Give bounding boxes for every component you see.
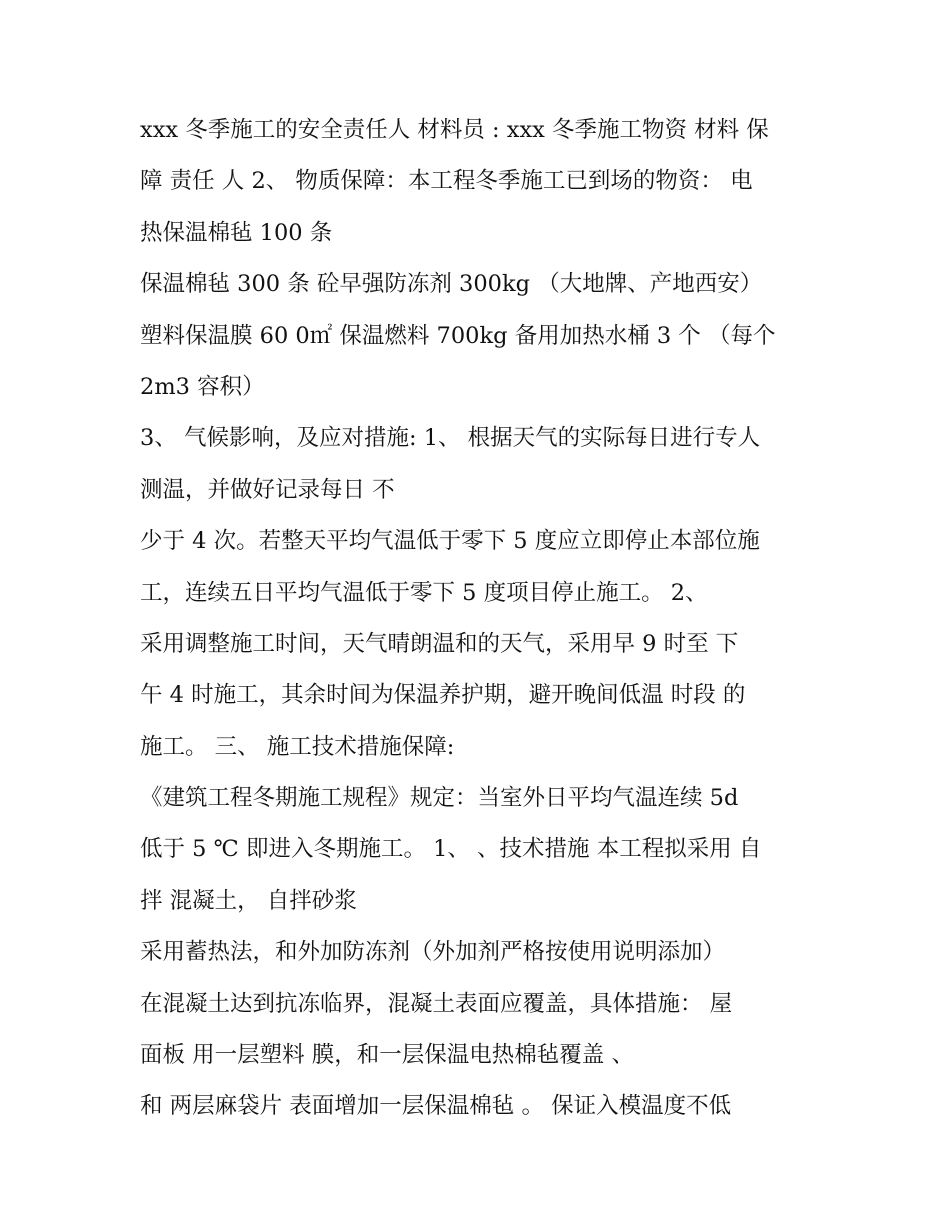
text-line: 施工。 三、 施工技术措施保障: — [140, 733, 455, 760]
text-line: 测温，并做好记录每日 不 — [140, 476, 395, 503]
text-line: xxx 冬季施工的安全责任人 材料员 : xxx 冬季施工物资 材料 保 — [140, 117, 769, 143]
text-line: 采用蓄热法，和外加防冻剂（外加剂严格按使用说明添加） — [140, 939, 726, 966]
text-line: 塑料保温膜 60 0㎡ 保温燃料 700kg 备用加热水桶 3 个 （每个 — [140, 322, 776, 349]
text-line: 面板 用一层塑料 膜，和一层保温电热棉毡覆盖 、 — [140, 1042, 634, 1069]
text-line: 热保温棉毡 100 条 — [140, 219, 333, 246]
text-line: 在混凝土达到抗冻临界，混凝土表面应覆盖，具体措施： 屋 — [140, 990, 733, 1017]
document-body-text — [140, 105, 820, 1133]
text-line: 低于 5 ℃ 即进入冬期施工。 1、 、技术措施 本工程拟采用 自 — [140, 836, 762, 863]
text-line: 2m3 容积） — [140, 373, 265, 400]
text-line: 少于 4 次。若整天平均气温低于零下 5 度应立即停止本部位施 — [140, 528, 760, 555]
text-line: 3、 气候影响，及应对措施: 1、 根据天气的实际每日进行专人 — [140, 425, 761, 452]
text-line: 和 两层麻袋片 表面增加一层保温棉毡 。 保证入模温度不低 — [140, 1093, 732, 1120]
text-line: 障 责任 人 2、 物质保障：本工程冬季施工已到场的物资： 电 — [140, 168, 753, 195]
text-line: 《建筑工程冬期施工规程》规定：当室外日平均气温连续 5d — [140, 785, 739, 812]
text-line: 采用调整施工时间，天气晴朗温和的天气，采用早 9 时至 下 — [140, 630, 739, 657]
text-line: 午 4 时施工，其余时间为保温养护期，避开晚间低温 时段 的 — [140, 682, 746, 709]
text-line: 工，连续五日平均气温低于零下 5 度项目停止施工。 2、 — [140, 579, 708, 606]
text-line: 拌 混凝土， 自拌砂浆 — [140, 887, 357, 914]
text-line: 保温棉毡 300 条 砼早强防冻剂 300kg （大地牌、产地西安） — [140, 271, 763, 298]
